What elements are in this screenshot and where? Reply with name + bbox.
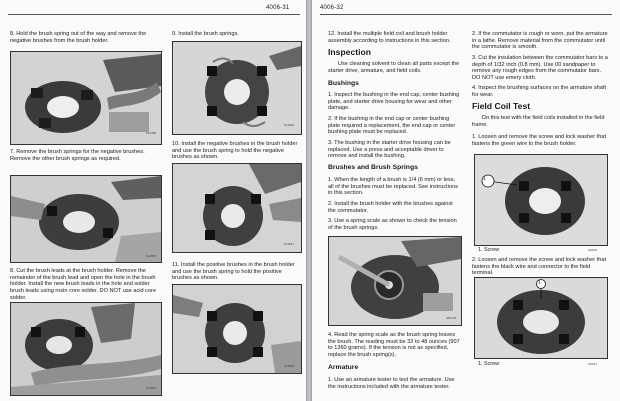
photo-code: S11817 [284, 242, 295, 246]
heading-field-coil-test: Field Coil Test [472, 101, 531, 111]
page-number: 4006-32 [320, 5, 344, 11]
step-text: 3. Use a spring scale as shown to check the tension of the brush springs. [328, 218, 457, 231]
paragraph-text: Use cleaning solvent to clean all parts except the starter drive, armature, and field coils. [328, 61, 460, 74]
photo-code: S11458 [146, 131, 157, 135]
photo-code: S11814 [284, 123, 295, 127]
header-rule [8, 14, 300, 15]
photo-code: S56733 [446, 316, 457, 320]
photo-caption: 1. Screw [478, 361, 499, 367]
page-number: 4006-31 [266, 5, 290, 11]
photo-remove-springs [10, 175, 162, 263]
step-text: 4. Inspect the brushing surfaces on the armature shaft for wear. [472, 85, 607, 98]
right-page [312, 0, 620, 401]
step-text: 8. Cut the brush leads at the brush holder. Remove the remainder of the brush lead and open the hole in the brush holder. Install the new brush leads in the hole and solder brush leads using rosin core solder. DO NOT use acid core solder. [10, 268, 157, 301]
step-text: 12. Install the multiple field coil and brush holder assembly according to instructions in this section. [328, 31, 451, 44]
step-text: 4. Read the spring scale as the brush spring leaves the brush. The reading must be 32 to 48 ounces (907 to 1360 grams). If the tension is not as specified, replace the brush spring(s). [328, 332, 460, 359]
photo-brush-springs [172, 41, 302, 135]
step-text: 11. Install the positive brushes in the brush holder and use the brush spring to hold the positive brushes as shown. [172, 262, 295, 282]
step-text: 2. Install the brush holder with the brushes against the commutator. [328, 201, 453, 214]
step-text: 8. Hold the brush spring out of the way and remove the negative brushes from the brush holder. [10, 31, 147, 44]
step-text: 3. The bushing in the starter drive housing can be replaced. Use a press and acceptable driver to remove and install the bushing. [328, 140, 451, 160]
heading-inspection: Inspection [328, 47, 371, 57]
step-text: 10. Install the negative brushes in the brush holder and use the brush spring to hold the negative brushes as shown. [172, 141, 298, 161]
photo-spring-scale [328, 236, 462, 326]
photo-cut-brush-leads [10, 302, 162, 396]
heading-brushes-and-springs: Brushes and Brush Springs [328, 164, 418, 171]
photo-negative-brushes [172, 163, 302, 253]
step-text: 1. Loosen and remove the screw and lock washer that fastens the green wire to the brush holder. [472, 134, 607, 147]
step-text: 9. Install the brush springs. [172, 31, 239, 37]
heading-bushings: Bushings [328, 80, 359, 87]
photo-code: S6A40 [588, 248, 598, 252]
photo-code: S11812 [146, 386, 157, 390]
photo-caption: 1. Screw [478, 247, 499, 253]
photo-positive-brushes [172, 284, 302, 374]
left-page [0, 0, 306, 401]
step-text: 7. Remove the brush springs for the negative brushes. Remove the other brush springs as required. [10, 149, 145, 162]
photo-field-terminal-black-wire [474, 277, 608, 359]
callout-number: 1 [538, 280, 541, 286]
photo-code: S6A41 [588, 362, 598, 366]
photo-brush-holder [10, 51, 162, 145]
paragraph-text: Do this test with the field coils installed in the field frame. [472, 115, 605, 128]
step-text: 3. Cut the insulation between the commutator bars to a depth of 1/32 inch (0.8 mm). Use 00 sandpaper to remove any rough edges from the commutator bars. DO NOT use emery cloth. [472, 55, 608, 82]
photo-code: S11818 [284, 364, 295, 368]
step-text: 2. If the commutator is rough or worn, put the armature in a lathe. Remove material from the commutator until the commutator is smooth. [472, 31, 608, 51]
step-text: 1. When the length of a brush is 1/4 (6 mm) or less, all of the brushes must be replaced. See instructions in this section. [328, 177, 458, 197]
callout-number: 1 [483, 176, 486, 182]
step-text: 1. Use an armature tester to test the armature. Use the instructions included with the armature tester. [328, 377, 455, 390]
step-text: 2. Loosen and remove the screw and lock washer that fastens the black wire and connector to the field terminal. [472, 257, 607, 277]
step-text: 1. Inspect the bushing in the end cap, center bushing plate, and starter drive housing for wear and other damage. [328, 92, 460, 112]
photo-code: S11806 [146, 254, 157, 258]
heading-armature: Armature [328, 364, 359, 371]
step-text: 2. If the bushing in the end cap or center bushing plate required a replacement, the end cap or center bushing plate must be replaced. [328, 116, 456, 136]
photo-field-coil-green-wire [474, 154, 608, 246]
header-rule [320, 14, 612, 15]
